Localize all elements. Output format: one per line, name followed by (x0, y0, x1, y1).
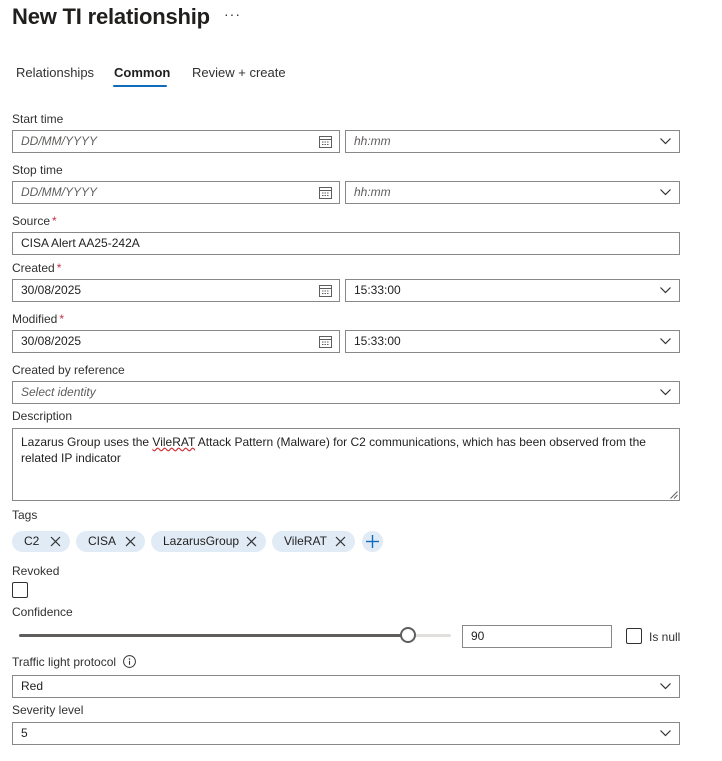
chevron-down-icon (660, 682, 671, 690)
description-text-start: Lazarus Group uses the (21, 435, 153, 449)
created-time-value: 15:33:00 (354, 283, 401, 297)
created-date-value: 30/08/2025 (21, 283, 82, 297)
required-mark: * (56, 261, 62, 275)
description-text-end: Attack Pattern (Malware) for C2 communications, which has been observed from the related IP indicator (21, 435, 646, 465)
info-icon[interactable] (123, 655, 136, 668)
description-textarea[interactable] (12, 428, 680, 501)
tag-cisa[interactable] (76, 531, 145, 552)
stop-time-placeholder: hh:mm (354, 185, 391, 199)
chevron-down-icon (660, 188, 671, 196)
tag-label: C2 (24, 534, 40, 548)
calendar-icon[interactable] (319, 186, 332, 199)
required-mark: * (52, 214, 57, 228)
chevron-down-icon (660, 286, 671, 294)
source-label-text: Source (12, 214, 51, 228)
created-by-reference-select[interactable] (12, 381, 680, 404)
start-date-placeholder: DD/MM/YYYY (21, 134, 98, 148)
tags-label: Tags (12, 508, 38, 522)
stop-date-input[interactable] (12, 181, 340, 204)
chevron-down-icon (660, 388, 671, 396)
severity-level-value: 5 (21, 726, 28, 740)
severity-level-select[interactable] (12, 722, 680, 745)
confidence-slider-thumb[interactable] (400, 627, 416, 643)
source-label (12, 214, 57, 228)
active-tab-indicator (113, 85, 167, 87)
modified-time-value: 15:33:00 (354, 334, 401, 348)
start-time-placeholder: hh:mm (354, 134, 391, 148)
tag-c2[interactable] (12, 531, 70, 552)
plus-icon (362, 531, 383, 552)
tag-vilerat[interactable] (272, 531, 355, 552)
modified-label (12, 312, 64, 326)
select-identity-placeholder: Select identity (21, 385, 96, 399)
modified-date-input[interactable] (12, 330, 340, 353)
modified-time-select[interactable] (345, 330, 680, 353)
revoked-checkbox[interactable] (12, 582, 28, 598)
tag-label: CISA (88, 534, 117, 548)
stop-date-placeholder: DD/MM/YYYY (21, 185, 98, 199)
traffic-light-protocol-value: Red (21, 679, 44, 693)
source-input[interactable]: CISA Alert AA25-242A (12, 232, 680, 255)
created-by-reference-label: Created by reference (12, 363, 125, 377)
calendar-icon[interactable] (319, 335, 332, 348)
tag-label: VileRAT (284, 534, 327, 548)
required-mark: * (59, 312, 65, 326)
created-label (12, 261, 61, 275)
chevron-down-icon (660, 137, 671, 145)
close-icon[interactable] (125, 536, 136, 547)
tag-label: LazarusGroup (163, 534, 240, 548)
revoked-label: Revoked (12, 564, 60, 578)
close-icon[interactable] (246, 536, 257, 547)
confidence-label: Confidence (12, 605, 73, 619)
add-tag-button[interactable] (362, 531, 383, 552)
start-time-select[interactable] (345, 130, 680, 153)
tab-review-create[interactable]: Review + create (192, 65, 286, 80)
is-null-label: Is null (649, 630, 681, 644)
created-date-input[interactable] (12, 279, 340, 302)
tab-relationships[interactable]: Relationships (16, 65, 95, 80)
modified-date-value: 30/08/2025 (21, 334, 82, 348)
calendar-icon[interactable] (319, 135, 332, 148)
close-icon[interactable] (50, 536, 61, 547)
description-label: Description (12, 409, 73, 423)
description-misspelled-word: VileRAT (152, 435, 196, 449)
start-date-input[interactable] (12, 130, 340, 153)
tab-common[interactable]: Common (114, 65, 171, 80)
tag-lazarusgroup[interactable] (151, 531, 266, 552)
traffic-light-protocol-label: Traffic light protocol (12, 655, 117, 669)
stop-time-select[interactable] (345, 181, 680, 204)
more-options-button[interactable]: ··· (224, 6, 241, 22)
close-icon[interactable] (335, 536, 346, 547)
created-label-text: Created (12, 261, 55, 275)
severity-level-label: Severity level (12, 703, 84, 717)
confidence-input[interactable]: 90 (462, 625, 612, 648)
traffic-light-protocol-select[interactable] (12, 675, 680, 698)
modified-label-text: Modified (12, 312, 58, 326)
created-time-select[interactable] (345, 279, 680, 302)
resize-handle-icon[interactable] (670, 491, 678, 499)
start-time-label: Start time (12, 112, 64, 126)
page-title: New TI relationship (12, 4, 210, 29)
calendar-icon[interactable] (319, 284, 332, 297)
is-null-checkbox[interactable] (626, 628, 642, 644)
chevron-down-icon (660, 337, 671, 345)
stop-time-label: Stop time (12, 163, 63, 177)
chevron-down-icon (660, 729, 671, 737)
confidence-slider-fill (19, 634, 408, 637)
